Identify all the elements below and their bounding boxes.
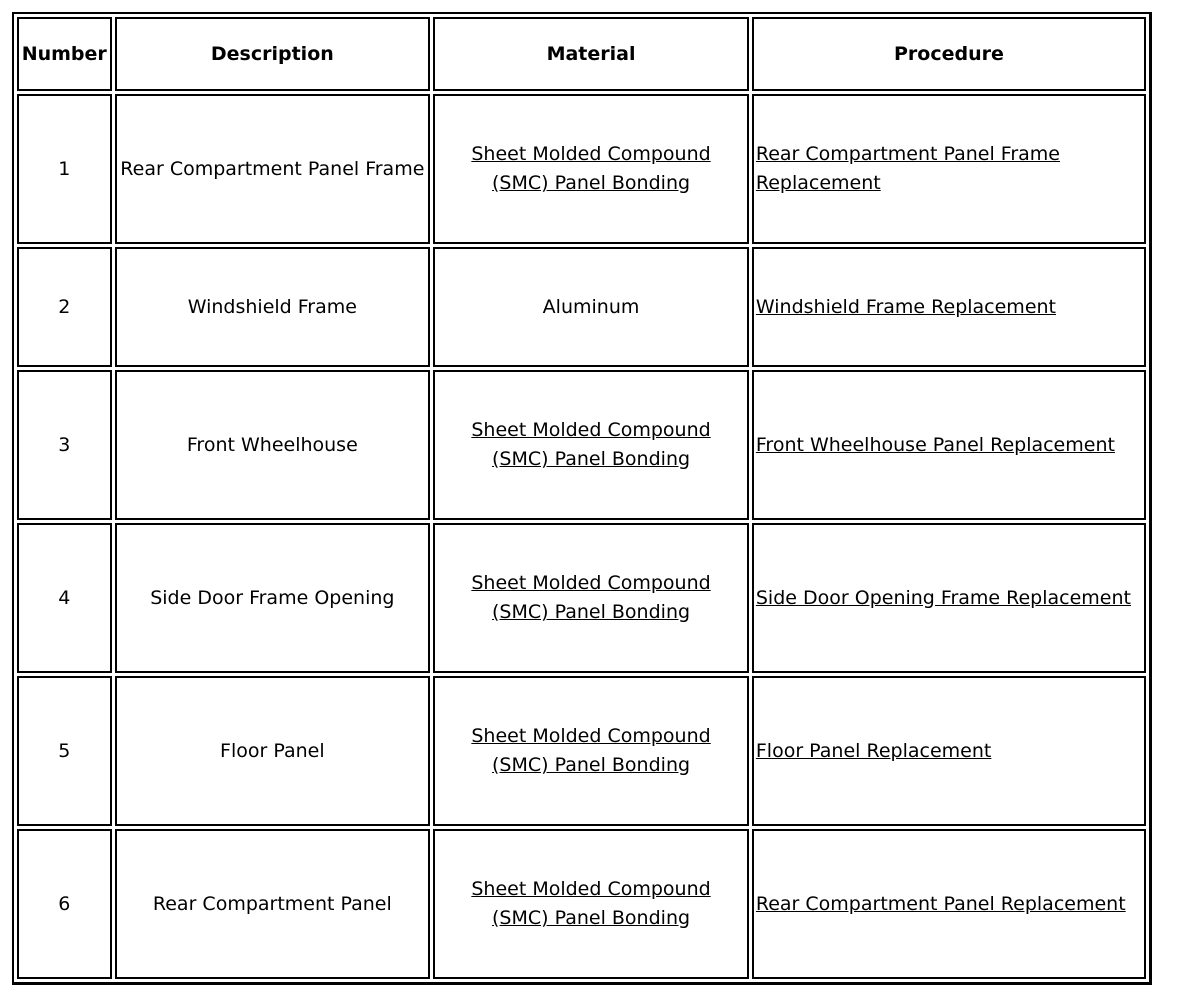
row-procedure <box>752 94 1146 244</box>
row-material <box>433 370 749 520</box>
procedure-link-line2: Replacement <box>755 172 881 194</box>
material-link-line1: Sheet Molded Compound <box>471 878 711 900</box>
table-row <box>17 94 1146 244</box>
table-row <box>17 370 1146 520</box>
row-material <box>433 94 749 244</box>
row-procedure <box>752 247 1146 367</box>
row-description: Rear Compartment Panel <box>115 829 431 979</box>
row-description: Windshield Frame <box>115 247 431 367</box>
table-row <box>17 523 1146 673</box>
material-link-line2: (SMC) Panel Bonding <box>492 448 691 470</box>
table-row <box>17 247 1146 367</box>
material-link[interactable] <box>471 572 710 623</box>
procedure-link[interactable]: Front Wheelhouse Panel Replacement <box>755 433 1115 456</box>
material-link-line2: (SMC) Panel Bonding <box>492 907 691 929</box>
row-procedure <box>752 370 1146 520</box>
header-number: Number <box>17 17 112 91</box>
table-row <box>17 829 1146 979</box>
material-link[interactable] <box>471 725 710 776</box>
table-header-row <box>17 17 1146 91</box>
material-link-line2: (SMC) Panel Bonding <box>492 754 691 776</box>
procedure-link-line1: Rear Compartment Panel Frame <box>755 143 1060 165</box>
row-procedure <box>752 676 1146 826</box>
row-procedure <box>752 523 1146 673</box>
material-link-line2: (SMC) Panel Bonding <box>492 601 691 623</box>
row-material: Aluminum <box>433 247 749 367</box>
header-description: Description <box>115 17 431 91</box>
row-material <box>433 676 749 826</box>
material-link-line1: Sheet Molded Compound <box>471 143 711 165</box>
row-number: 3 <box>17 370 112 520</box>
parts-table <box>12 12 1152 985</box>
procedure-link[interactable]: Windshield Frame Replacement <box>755 295 1056 318</box>
row-description: Front Wheelhouse <box>115 370 431 520</box>
table-row <box>17 676 1146 826</box>
row-number: 2 <box>17 247 112 367</box>
material-link[interactable] <box>471 143 710 194</box>
material-link[interactable] <box>471 878 710 929</box>
header-procedure: Procedure <box>752 17 1146 91</box>
row-material <box>433 829 749 979</box>
procedure-link[interactable] <box>756 143 1060 194</box>
material-link[interactable] <box>471 419 710 470</box>
material-link-line2: (SMC) Panel Bonding <box>492 172 691 194</box>
row-number: 5 <box>17 676 112 826</box>
row-number: 1 <box>17 94 112 244</box>
row-number: 4 <box>17 523 112 673</box>
procedure-link[interactable]: Rear Compartment Panel Replacement <box>755 892 1126 915</box>
header-material: Material <box>433 17 749 91</box>
procedure-link[interactable]: Floor Panel Replacement <box>755 739 992 762</box>
material-link-line1: Sheet Molded Compound <box>471 419 711 441</box>
row-material <box>433 523 749 673</box>
procedure-link[interactable]: Side Door Opening Frame Replacement <box>755 586 1131 609</box>
row-description: Side Door Frame Opening <box>115 523 431 673</box>
material-link-line1: Sheet Molded Compound <box>471 725 711 747</box>
row-number: 6 <box>17 829 112 979</box>
row-description: Rear Compartment Panel Frame <box>115 94 431 244</box>
row-procedure <box>752 829 1146 979</box>
row-description: Floor Panel <box>115 676 431 826</box>
material-link-line1: Sheet Molded Compound <box>471 572 711 594</box>
